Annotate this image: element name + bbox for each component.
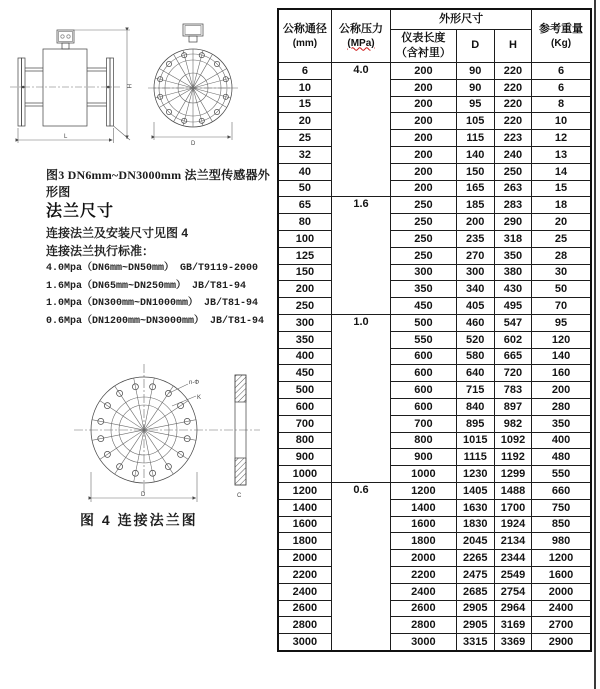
cell-weight: 980: [532, 533, 591, 550]
header-h: H: [494, 30, 531, 63]
table-row: [278, 180, 591, 197]
cell-weight: 30: [532, 264, 591, 281]
cell-dn: 3000: [278, 634, 331, 651]
left-pane: [0, 0, 278, 689]
table-row: [278, 264, 591, 281]
cell-d: 1405: [456, 482, 494, 499]
table-row: [278, 79, 591, 96]
table-row: [278, 382, 591, 399]
table-row: [278, 617, 591, 634]
cell-dn: 65: [278, 197, 331, 214]
cell-dn: 6: [278, 63, 331, 80]
cell-d: 140: [456, 146, 494, 163]
cell-length: 450: [391, 298, 456, 315]
cell-dn: 2800: [278, 617, 331, 634]
cell-length: 600: [391, 382, 456, 399]
cell-length: 3000: [391, 634, 456, 651]
table-row: [278, 298, 591, 315]
cell-weight: 160: [532, 365, 591, 382]
cell-h: 290: [494, 214, 531, 231]
cell-weight: 25: [532, 230, 591, 247]
cell-length: 600: [391, 398, 456, 415]
cell-h: 1488: [494, 482, 531, 499]
table-row: [278, 163, 591, 180]
cell-weight: 13: [532, 146, 591, 163]
cell-h: 283: [494, 197, 531, 214]
cell-weight: 550: [532, 466, 591, 483]
cell-weight: 1600: [532, 566, 591, 583]
cell-d: 715: [456, 382, 494, 399]
cell-length: 900: [391, 449, 456, 466]
cell-h: 2549: [494, 566, 531, 583]
figure3-side-view-drawing: [6, 22, 156, 154]
cell-h: 982: [494, 415, 531, 432]
cell-d: 200: [456, 214, 494, 231]
page-right-border: [594, 0, 596, 689]
cell-pressure: 0.6: [331, 482, 390, 650]
cell-dn: 32: [278, 146, 331, 163]
figure3-front-view-drawing: [148, 22, 268, 154]
cell-dn: 2200: [278, 566, 331, 583]
cell-d: 340: [456, 281, 494, 298]
cell-pressure: 1.0: [331, 314, 390, 482]
cell-h: 897: [494, 398, 531, 415]
cell-dn: 700: [278, 415, 331, 432]
k-label: K: [197, 395, 202, 401]
cell-d: 2685: [456, 583, 494, 600]
cell-dn: 1600: [278, 516, 331, 533]
cell-h: 220: [494, 79, 531, 96]
table-row: [278, 600, 591, 617]
cell-dn: 150: [278, 264, 331, 281]
cell-length: 200: [391, 180, 456, 197]
cell-length: 200: [391, 163, 456, 180]
cell-weight: 8: [532, 96, 591, 113]
cell-length: 250: [391, 214, 456, 231]
cell-d: 3315: [456, 634, 494, 651]
cell-weight: 750: [532, 499, 591, 516]
cell-length: 2800: [391, 617, 456, 634]
cell-h: 223: [494, 130, 531, 147]
table-row: [278, 533, 591, 550]
cell-length: 800: [391, 432, 456, 449]
cell-dn: 600: [278, 398, 331, 415]
cell-dn: 400: [278, 348, 331, 365]
cell-h: 2964: [494, 600, 531, 617]
svg-text:L: L: [64, 134, 68, 140]
table-row: [278, 214, 591, 231]
cell-weight: 15: [532, 180, 591, 197]
cell-weight: 400: [532, 432, 591, 449]
standard-line: 1.6Mpa（DN65mm~DN250mm） JB/T81-94: [46, 280, 247, 292]
cell-weight: 14: [532, 163, 591, 180]
figure3-caption: 图3 DN6mm~DN3000mm 法兰型传感器外形图: [46, 168, 270, 199]
cell-dn: 450: [278, 365, 331, 382]
cell-d: 640: [456, 365, 494, 382]
table-row: [278, 197, 591, 214]
cell-dn: 2400: [278, 583, 331, 600]
cell-length: 2200: [391, 566, 456, 583]
cell-h: 263: [494, 180, 531, 197]
table-row: [278, 634, 591, 651]
cell-dn: 900: [278, 449, 331, 466]
cell-d: 235: [456, 230, 494, 247]
cell-length: 250: [391, 247, 456, 264]
cell-h: 220: [494, 63, 531, 80]
cell-weight: 12: [532, 130, 591, 147]
cell-h: 380: [494, 264, 531, 281]
figure4-flange-drawing: [60, 342, 265, 508]
cell-h: 3169: [494, 617, 531, 634]
cell-weight: 280: [532, 398, 591, 415]
svg-text:C: C: [237, 493, 242, 499]
cell-length: 1600: [391, 516, 456, 533]
table-row: [278, 130, 591, 147]
standard-line: 1.0Mpa（DN300mm~DN1000mm） JB/T81-94: [46, 298, 259, 309]
cell-weight: 28: [532, 247, 591, 264]
table-row: [278, 398, 591, 415]
table-row: [278, 466, 591, 483]
table-row: [278, 348, 591, 365]
cell-weight: 20: [532, 214, 591, 231]
flange-spec-table: [277, 8, 592, 652]
table-row: [278, 365, 591, 382]
cell-h: 1700: [494, 499, 531, 516]
svg-text:D: D: [141, 492, 146, 498]
cell-dn: 250: [278, 298, 331, 315]
cell-d: 2905: [456, 600, 494, 617]
cell-weight: 660: [532, 482, 591, 499]
cell-dn: 1800: [278, 533, 331, 550]
cell-weight: 350: [532, 415, 591, 432]
cell-dn: 200: [278, 281, 331, 298]
cell-dn: 2600: [278, 600, 331, 617]
cell-weight: 140: [532, 348, 591, 365]
cell-weight: 6: [532, 63, 591, 80]
cell-h: 318: [494, 230, 531, 247]
cell-d: 115: [456, 130, 494, 147]
cell-h: 1299: [494, 466, 531, 483]
svg-text:D: D: [191, 141, 196, 147]
cell-d: 580: [456, 348, 494, 365]
cell-d: 270: [456, 247, 494, 264]
cell-dn: 350: [278, 331, 331, 348]
cell-weight: 70: [532, 298, 591, 315]
cell-length: 550: [391, 331, 456, 348]
n-phi-label: n-Φ: [189, 380, 200, 386]
cell-dn: 125: [278, 247, 331, 264]
cell-d: 2265: [456, 550, 494, 567]
cell-d: 95: [456, 96, 494, 113]
cell-weight: 2400: [532, 600, 591, 617]
cell-h: 1924: [494, 516, 531, 533]
cell-h: 495: [494, 298, 531, 315]
cell-h: 2134: [494, 533, 531, 550]
cell-length: 600: [391, 348, 456, 365]
cell-length: 2000: [391, 550, 456, 567]
cell-weight: 10: [532, 113, 591, 130]
cell-d: 1015: [456, 432, 494, 449]
cell-h: 2754: [494, 583, 531, 600]
cell-weight: 2900: [532, 634, 591, 651]
cell-h: 240: [494, 146, 531, 163]
cell-dn: 25: [278, 130, 331, 147]
cell-length: 200: [391, 130, 456, 147]
cell-length: 200: [391, 96, 456, 113]
table-row: [278, 331, 591, 348]
cell-dn: 800: [278, 432, 331, 449]
cell-weight: 18: [532, 197, 591, 214]
cell-h: 430: [494, 281, 531, 298]
table-row: [278, 516, 591, 533]
cell-d: 2045: [456, 533, 494, 550]
cell-d: 2905: [456, 617, 494, 634]
flange-section-view: [235, 375, 246, 499]
table-row: [278, 415, 591, 432]
table-row: [278, 566, 591, 583]
table-row: [278, 314, 591, 331]
cell-h: 720: [494, 365, 531, 382]
cell-d: 895: [456, 415, 494, 432]
cell-h: 783: [494, 382, 531, 399]
cell-pressure: 4.0: [331, 63, 390, 197]
table-row: [278, 281, 591, 298]
cell-d: 1230: [456, 466, 494, 483]
cell-d: 405: [456, 298, 494, 315]
cell-length: 500: [391, 314, 456, 331]
flange-size-heading: 法兰尺寸: [46, 203, 115, 220]
flange-standards-list: [46, 260, 276, 330]
flange-install-note: 连接法兰及安装尺寸见图 4: [46, 226, 189, 240]
cell-length: 1000: [391, 466, 456, 483]
cell-h: 2344: [494, 550, 531, 567]
cell-weight: 850: [532, 516, 591, 533]
cell-h: 350: [494, 247, 531, 264]
table-row: [278, 550, 591, 567]
cell-length: 1400: [391, 499, 456, 516]
cell-d: 90: [456, 79, 494, 96]
cell-length: 700: [391, 415, 456, 432]
cell-length: 250: [391, 197, 456, 214]
cell-h: 602: [494, 331, 531, 348]
cell-length: 350: [391, 281, 456, 298]
cell-h: 1092: [494, 432, 531, 449]
cell-length: 2600: [391, 600, 456, 617]
cell-h: 220: [494, 96, 531, 113]
cell-weight: 2700: [532, 617, 591, 634]
cell-d: 185: [456, 197, 494, 214]
cell-length: 600: [391, 365, 456, 382]
table-row: [278, 96, 591, 113]
cell-weight: 95: [532, 314, 591, 331]
svg-text:H: H: [125, 84, 131, 89]
header-nominal-diameter: 公称通径 (mm): [278, 9, 331, 63]
cell-dn: 100: [278, 230, 331, 247]
header-meter-length: 仪表长度 （含衬里）: [391, 30, 456, 63]
cell-weight: 2000: [532, 583, 591, 600]
header-d: D: [456, 30, 494, 63]
table-row: [278, 482, 591, 499]
cell-d: 1830: [456, 516, 494, 533]
cell-dn: 15: [278, 96, 331, 113]
standard-line: 0.6Mpa（DN1200mm~DN3000mm） JB/T81-94: [46, 315, 265, 327]
figure4-caption: 图 4 连接法兰图: [80, 512, 198, 528]
cell-weight: 6: [532, 79, 591, 96]
cell-weight: 1200: [532, 550, 591, 567]
cell-weight: 480: [532, 449, 591, 466]
cell-weight: 120: [532, 331, 591, 348]
cell-h: 665: [494, 348, 531, 365]
table-row: [278, 583, 591, 600]
cell-dn: 300: [278, 314, 331, 331]
cell-weight: 200: [532, 382, 591, 399]
cell-pressure: 1.6: [331, 197, 390, 315]
cell-dn: 40: [278, 163, 331, 180]
cell-length: 1200: [391, 482, 456, 499]
cell-dn: 1000: [278, 466, 331, 483]
cell-dn: 20: [278, 113, 331, 130]
table-row: [278, 146, 591, 163]
flange-standard-note: 连接法兰执行标准：: [46, 244, 155, 258]
cell-length: 200: [391, 113, 456, 130]
cell-weight: 50: [532, 281, 591, 298]
standard-line: 4.0Mpa（DN6mm~DN50mm） GB/T9119-2000: [46, 263, 259, 274]
table-row: [278, 63, 591, 80]
cell-length: 200: [391, 146, 456, 163]
cell-d: 1115: [456, 449, 494, 466]
cell-dn: 50: [278, 180, 331, 197]
table-row: [278, 499, 591, 516]
cell-dn: 2000: [278, 550, 331, 567]
cell-dn: 1400: [278, 499, 331, 516]
cell-d: 165: [456, 180, 494, 197]
cell-h: 1192: [494, 449, 531, 466]
cell-dn: 1200: [278, 482, 331, 499]
cell-length: 200: [391, 63, 456, 80]
cell-length: 250: [391, 230, 456, 247]
header-reference-weight: 参考重量 (Kg): [532, 9, 591, 63]
header-outline-dimensions: 外形尺寸: [391, 9, 532, 30]
cell-h: 547: [494, 314, 531, 331]
cell-d: 105: [456, 113, 494, 130]
cell-d: 1630: [456, 499, 494, 516]
cell-d: 90: [456, 63, 494, 80]
cell-d: 2475: [456, 566, 494, 583]
cell-h: 3369: [494, 634, 531, 651]
cell-dn: 500: [278, 382, 331, 399]
cell-length: 1800: [391, 533, 456, 550]
table-row: [278, 230, 591, 247]
cell-dn: 80: [278, 214, 331, 231]
cell-d: 150: [456, 163, 494, 180]
cell-length: 300: [391, 264, 456, 281]
header-nominal-pressure: 公称压力 (MPa): [331, 9, 390, 63]
table-row: [278, 113, 591, 130]
cell-d: 300: [456, 264, 494, 281]
cell-d: 840: [456, 398, 494, 415]
table-row: [278, 247, 591, 264]
cell-length: 2400: [391, 583, 456, 600]
cell-h: 220: [494, 113, 531, 130]
table-row: [278, 449, 591, 466]
cell-length: 200: [391, 79, 456, 96]
flange-table-body: [278, 63, 591, 651]
cell-h: 250: [494, 163, 531, 180]
table-row: [278, 432, 591, 449]
cell-dn: 10: [278, 79, 331, 96]
cell-d: 520: [456, 331, 494, 348]
cell-d: 460: [456, 314, 494, 331]
